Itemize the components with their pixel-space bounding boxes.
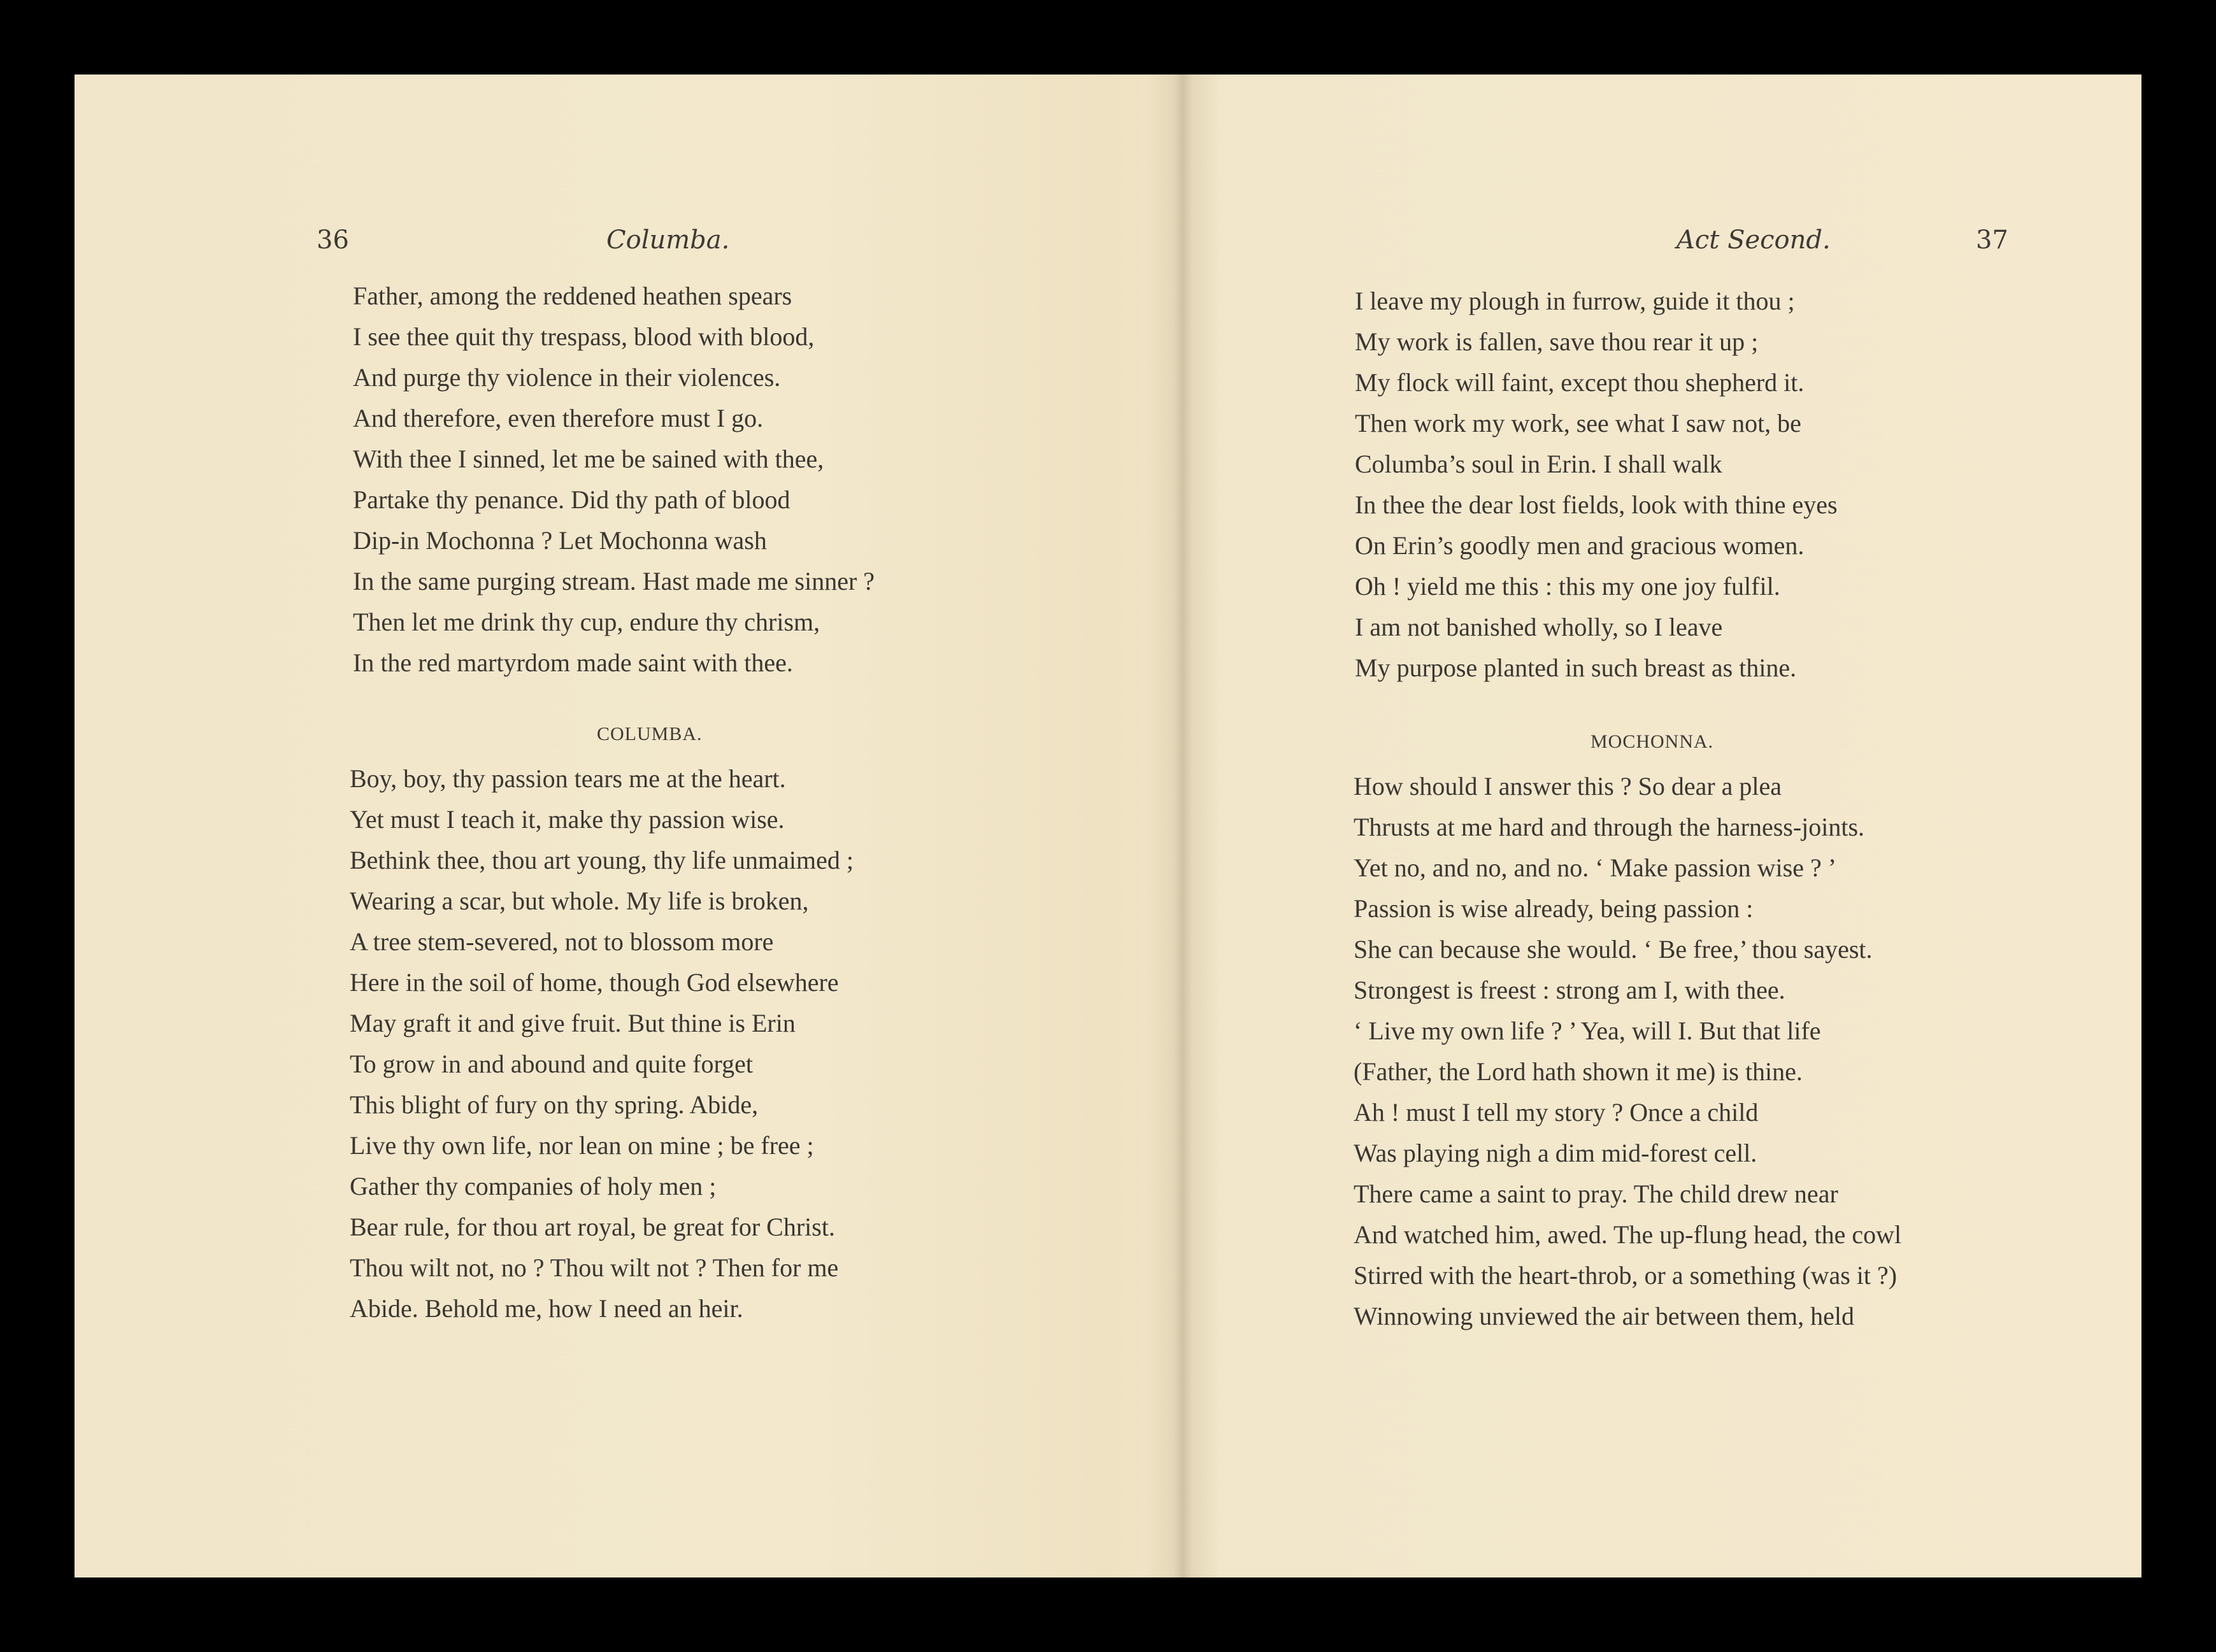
verse-line: Partake thy penance. Did thy path of blood — [353, 485, 790, 514]
right-running-title: Act Second. — [1676, 225, 1831, 255]
right-verse-block-1 — [1355, 281, 1838, 688]
left-running-title: Columba. — [606, 225, 730, 255]
verse-line: In the same purging stream. Hast made me sinner ? — [353, 567, 875, 595]
verse-line: Then let me drink thy cup, endure thy chrism, — [353, 608, 820, 636]
verse-line: On Erin’s goodly men and gracious women. — [1355, 531, 1805, 560]
left-running-head — [75, 218, 1183, 262]
right-page — [1183, 75, 2141, 1577]
verse-line: With thee I sinned, let me be sained with thee, — [353, 445, 824, 473]
right-running-head — [1183, 218, 2141, 262]
verse-line: ‘ Live my own life ? ’ Yea, will I. But that life — [1354, 1016, 1821, 1045]
verse-line: Ah ! must I tell my story ? Once a child — [1354, 1098, 1759, 1127]
verse-line: Winnowing unviewed the air between them, held — [1354, 1302, 1854, 1330]
verse-line: Wearing a scar, but whole. My life is broken, — [350, 887, 809, 915]
left-page — [75, 75, 1183, 1577]
verse-line: Here in the soil of home, though God elsewhere — [350, 968, 839, 997]
verse-line: To grow in and abound and quite forget — [350, 1050, 753, 1078]
verse-line: Then work my work, see what I saw not, be — [1355, 409, 1801, 438]
verse-line: Yet no, and no, and no. ‘ Make passion wise ? ’ — [1354, 853, 1837, 882]
verse-line: This blight of fury on thy spring. Abide, — [350, 1090, 759, 1119]
verse-line: My purpose planted in such breast as thine. — [1355, 653, 1797, 682]
verse-line: May graft it and give fruit. But thine is Erin — [350, 1009, 796, 1037]
verse-line: She can because she would. ‘ Be free,’ thou sayest. — [1354, 935, 1873, 964]
verse-line: How should I answer this ? So dear a plea — [1354, 772, 1782, 801]
verse-line: Columba’s soul in Erin. I shall walk — [1355, 450, 1722, 478]
verse-line: And purge thy violence in their violences. — [353, 363, 781, 392]
verse-line: Gather thy companies of holy men ; — [350, 1172, 717, 1200]
verse-line: Thou wilt not, no ? Thou wilt not ? Then for me — [350, 1253, 839, 1282]
verse-line: In thee the dear lost fields, look with thine eyes — [1355, 490, 1838, 519]
verse-line: (Father, the Lord hath shown it me) is thine. — [1354, 1057, 1803, 1086]
left-page-number: 36 — [317, 225, 349, 255]
right-verse-block-2 — [1354, 766, 1901, 1337]
left-verse-block-1 — [353, 276, 875, 683]
verse-line: My work is fallen, save thou rear it up ; — [1355, 327, 1759, 356]
verse-line: Bear rule, for thou art royal, be great for Christ. — [350, 1213, 835, 1241]
verse-line: I leave my plough in furrow, guide it thou ; — [1355, 287, 1795, 315]
verse-line: Yet must I teach it, make thy passion wise. — [350, 805, 785, 834]
verse-line: In the red martyrdom made saint with thee. — [353, 648, 793, 677]
verse-line: Was playing nigh a dim mid-forest cell. — [1354, 1139, 1757, 1167]
verse-line: Dip-in Mochonna ? Let Mochonna wash — [353, 526, 767, 555]
verse-line: I am not banished wholly, so I leave — [1355, 613, 1723, 641]
verse-line: Boy, boy, thy passion tears me at the heart. — [350, 764, 786, 793]
verse-line: My flock will faint, except thou shepherd it. — [1355, 368, 1805, 397]
verse-line: And therefore, even therefore must I go. — [353, 404, 764, 432]
right-page-number: 37 — [1976, 225, 2008, 255]
verse-line: I see thee quit thy trespass, blood with blood, — [353, 322, 815, 351]
verse-line: Abide. Behold me, how I need an heir. — [350, 1294, 743, 1323]
verse-line: Oh ! yield me this : this my one joy fulfil. — [1355, 572, 1780, 601]
book-spread — [75, 75, 2141, 1577]
verse-line: Bethink thee, thou art young, thy life unmaimed ; — [350, 846, 854, 874]
verse-line: Father, among the reddened heathen spears — [353, 281, 792, 310]
verse-line: There came a saint to pray. The child drew near — [1354, 1179, 1838, 1208]
verse-line: A tree stem-severed, not to blossom more — [350, 927, 774, 956]
verse-line: Live thy own life, nor lean on mine ; be free ; — [350, 1131, 814, 1160]
verse-line: Passion is wise already, being passion : — [1354, 894, 1754, 923]
left-verse-block-2 — [350, 758, 854, 1329]
right-speaker-label: MOCHONNA. — [1591, 731, 1714, 752]
verse-line: And watched him, awed. The up-flung head, the cowl — [1354, 1220, 1902, 1249]
verse-line: Strongest is freest : strong am I, with thee. — [1354, 976, 1785, 1004]
verse-line: Stirred with the heart-throb, or a something (was it ?) — [1354, 1261, 1898, 1290]
left-speaker-label: COLUMBA. — [597, 723, 703, 744]
verse-line: Thrusts at me hard and through the harness-joints. — [1354, 813, 1865, 841]
